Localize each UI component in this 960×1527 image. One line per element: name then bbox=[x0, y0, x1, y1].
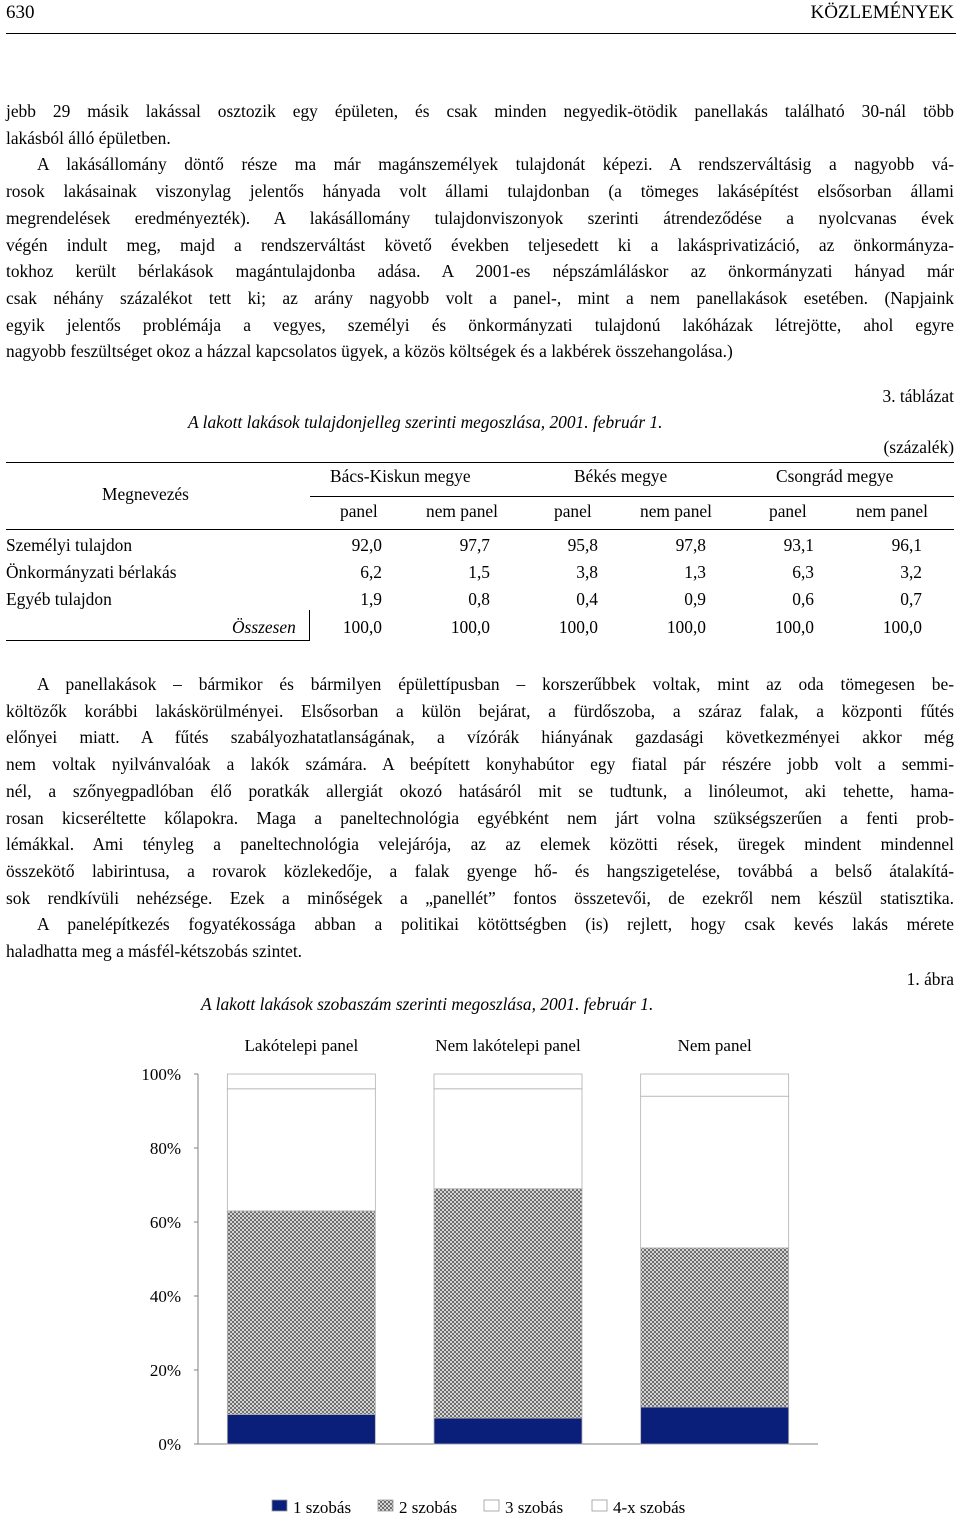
y-tick-label: 60% bbox=[149, 1213, 181, 1232]
table-total-cell: 100,0 bbox=[342, 617, 382, 637]
paragraph-panel bbox=[6, 671, 954, 965]
legend-label: 3 szobás bbox=[505, 1498, 564, 1517]
table-subheader: nem panel bbox=[640, 501, 712, 521]
table-subheader: nem panel bbox=[856, 501, 928, 521]
bar-segment bbox=[227, 1414, 375, 1444]
legend-label: 4-x szobás bbox=[613, 1498, 686, 1517]
text-line: egyik jelentős problémája a vegyes, személyi és önkormányzati tulajdonú lakóházak létrejötte, ahol egyre bbox=[6, 314, 954, 335]
bar-segment bbox=[641, 1248, 789, 1407]
text-line: előnyei miatt. A fűtés szabályozhatatlanságának, a vízórák hiányának gazdasági következményei akkor még bbox=[6, 727, 954, 748]
figure-title: A lakott lakások szobaszám szerinti megoszlása, 2001. február 1. bbox=[201, 994, 654, 1014]
legend-label: 1 szobás bbox=[293, 1498, 352, 1517]
text-line: jebb 29 másik lakással osztozik egy épületen, és csak minden negyedik-ötödik panellakás található 30-nál több bbox=[6, 101, 954, 121]
table-cell: 0,7 bbox=[900, 589, 922, 609]
category-label: Nem panel bbox=[677, 1036, 752, 1055]
y-tick-label: 80% bbox=[149, 1139, 181, 1158]
bar-segment bbox=[227, 1211, 375, 1415]
table-row-label: Személyi tulajdon bbox=[6, 535, 133, 555]
table-cell: 0,9 bbox=[684, 589, 706, 609]
table-cell: 93,1 bbox=[783, 535, 814, 555]
text-line: A panellakások – bármikor és bármilyen épülettípusban – korszerűbbek voltak, mint az oda tömegesen be- bbox=[37, 674, 954, 694]
table-cell: 3,8 bbox=[576, 562, 598, 582]
table-cell: 0,6 bbox=[792, 589, 814, 609]
bar-segment bbox=[434, 1074, 582, 1089]
table-cell: 97,8 bbox=[675, 535, 706, 555]
table-total-cell: 100,0 bbox=[774, 617, 814, 637]
page-number: 630 bbox=[6, 2, 35, 23]
legend-swatch bbox=[378, 1500, 393, 1511]
legend-swatch bbox=[272, 1500, 287, 1511]
bar-segment bbox=[434, 1089, 582, 1189]
table-region-header: Bács-Kiskun megye bbox=[330, 466, 471, 486]
text-line: sok rendkívüli nehézsége. Ezek a minőségek a „panellét” fontos összetevői, de ezekről nem készül statisztika. bbox=[6, 887, 954, 908]
text-line: összekötő labirintusa, a rovarok közlekedője, a falak gyenge hő- és hangszigetelése, továbbá a belső átalakítá- bbox=[6, 860, 954, 881]
table-header-rule bbox=[6, 529, 954, 530]
table-region-rule bbox=[310, 496, 954, 497]
table-total-cell: 100,0 bbox=[882, 617, 922, 637]
room-distribution-chart bbox=[0, 1017, 960, 1527]
text-line: lakásból álló épületben. bbox=[6, 127, 171, 148]
text-line: költözők korábbi lakáskörülményei. Elsősorban a külön bejárat, a fürdőszoba, a száraz falak, a központi fűtés bbox=[6, 700, 954, 721]
page-header bbox=[6, 2, 954, 28]
table-cell: 97,7 bbox=[459, 535, 490, 555]
table-cell: 0,4 bbox=[576, 589, 598, 609]
legend-label: 2 szobás bbox=[399, 1498, 458, 1517]
text-line: nagyobb feszültséget okoz a házzal kapcsolatos ügyek, a közös költségek és a lakbérek összehangolása.) bbox=[6, 341, 733, 362]
text-line: csak néhány százalékot tett ki; az arány nagyobb volt a panel-, mint a nem panellakások esetében. (Napjaink bbox=[6, 287, 954, 308]
table-region-header: Békés megye bbox=[574, 466, 668, 486]
table-cell: 0,8 bbox=[468, 589, 490, 609]
bar-segment bbox=[227, 1074, 375, 1089]
table-total-cell: 100,0 bbox=[666, 617, 706, 637]
text-line: nél, a szőnyegpadlóban élő poratkák allergiát okozó hatásáról mit se tudtunk, a linóleumot, aki tehette, hama- bbox=[6, 780, 954, 801]
table-cell: 1,3 bbox=[684, 562, 706, 582]
table-total-cell: 100,0 bbox=[558, 617, 598, 637]
table-top-rule bbox=[6, 462, 954, 463]
text-line: végén indult meg, majd a rendszerváltást követő években teljesedett ki a lakásprivatizáció, az önkormányza- bbox=[6, 234, 954, 255]
text-line: lémákkal. Ami tényleg a paneltechnológia velejárója, az az elemek közötti rések, üregek mindent mindennel bbox=[6, 834, 954, 855]
y-tick-label: 20% bbox=[149, 1361, 181, 1380]
table-cell: 6,3 bbox=[792, 562, 814, 582]
table-total-cell: 100,0 bbox=[450, 617, 490, 637]
paragraph-ownership bbox=[6, 98, 954, 365]
table-row-label: Önkormányzati bérlakás bbox=[6, 562, 177, 582]
bar-segment bbox=[641, 1407, 789, 1444]
category-label: Nem lakótelepi panel bbox=[435, 1036, 581, 1055]
table-subheader: panel bbox=[769, 501, 807, 521]
table-region-header: Csongrád megye bbox=[776, 466, 894, 486]
bar-segment bbox=[641, 1096, 789, 1248]
text-line: nem voltak nyilvánvalóak a lakók számára. A beépített konyhabútor egy fiatal pár részére jobb volt a semmi- bbox=[6, 754, 954, 775]
table-total-divider bbox=[309, 610, 310, 641]
bar-segment bbox=[434, 1189, 582, 1418]
bar-segment bbox=[434, 1418, 582, 1444]
table-total-label: Összesen bbox=[232, 617, 296, 637]
table-cell: 6,2 bbox=[360, 562, 382, 582]
table-cell: 1,9 bbox=[360, 589, 382, 609]
table-subheader: nem panel bbox=[426, 501, 498, 521]
table-unit: (százalék) bbox=[883, 437, 954, 457]
y-tick-label: 100% bbox=[141, 1065, 181, 1084]
text-line: megrendelések eredményezték). A lakásállomány tulajdonviszonyok szerinti átrendeződése a nyolcvanas évek bbox=[6, 207, 954, 228]
text-line: A panelépítkezés fogyatékossága abban a politikai kötöttségben (is) rejlett, hogy csak kevés lakás mérete bbox=[37, 914, 954, 935]
text-line: haladhatta meg a másfél-kétszobás szintet. bbox=[6, 941, 303, 962]
table-title: A lakott lakások tulajdonjelleg szerinti megoszlása, 2001. február 1. bbox=[188, 412, 663, 432]
section-title: KÖZLEMÉNYEK bbox=[810, 2, 954, 23]
table-label: 3. táblázat bbox=[882, 386, 954, 406]
bar-segment bbox=[227, 1089, 375, 1211]
y-tick-label: 40% bbox=[149, 1287, 181, 1306]
text-line: rosok lakásainak viszonylag jelentős hányada volt állami tulajdonban (a tömeges lakásépítést elsősorban állami bbox=[6, 181, 954, 202]
table-row-header: Megnevezés bbox=[102, 484, 189, 504]
figure-label: 1. ábra bbox=[906, 969, 954, 989]
header-rule bbox=[6, 33, 956, 34]
table-cell: 96,1 bbox=[891, 535, 922, 555]
y-tick-label: 0% bbox=[158, 1435, 181, 1454]
text-line: A lakásállomány döntő része ma már magánszemélyek tulajdonát képezi. A rendszerváltásig a nagyobb vá- bbox=[37, 154, 954, 175]
table-cell: 3,2 bbox=[900, 562, 922, 582]
legend-swatch bbox=[592, 1500, 607, 1511]
table-bottom-rule bbox=[6, 640, 310, 641]
table-cell: 1,5 bbox=[468, 562, 490, 582]
text-line: rosan kicseréltette kőlapokra. Maga a paneltechnológia egyébként nem járt volna szükségszerűen a fenti prob- bbox=[6, 807, 954, 828]
bar-segment bbox=[641, 1074, 789, 1096]
table-cell: 92,0 bbox=[351, 535, 382, 555]
table-row-label: Egyéb tulajdon bbox=[6, 589, 112, 609]
table-cell: 95,8 bbox=[567, 535, 598, 555]
legend-swatch bbox=[484, 1500, 499, 1511]
table-subheader: panel bbox=[340, 501, 378, 521]
text-line: tokhoz került bérlakások magántulajdonba adása. A 2001-es népszámláláskor az önkormányzati hányad már bbox=[6, 261, 954, 282]
category-label: Lakótelepi panel bbox=[244, 1036, 359, 1055]
table-subheader: panel bbox=[554, 501, 592, 521]
